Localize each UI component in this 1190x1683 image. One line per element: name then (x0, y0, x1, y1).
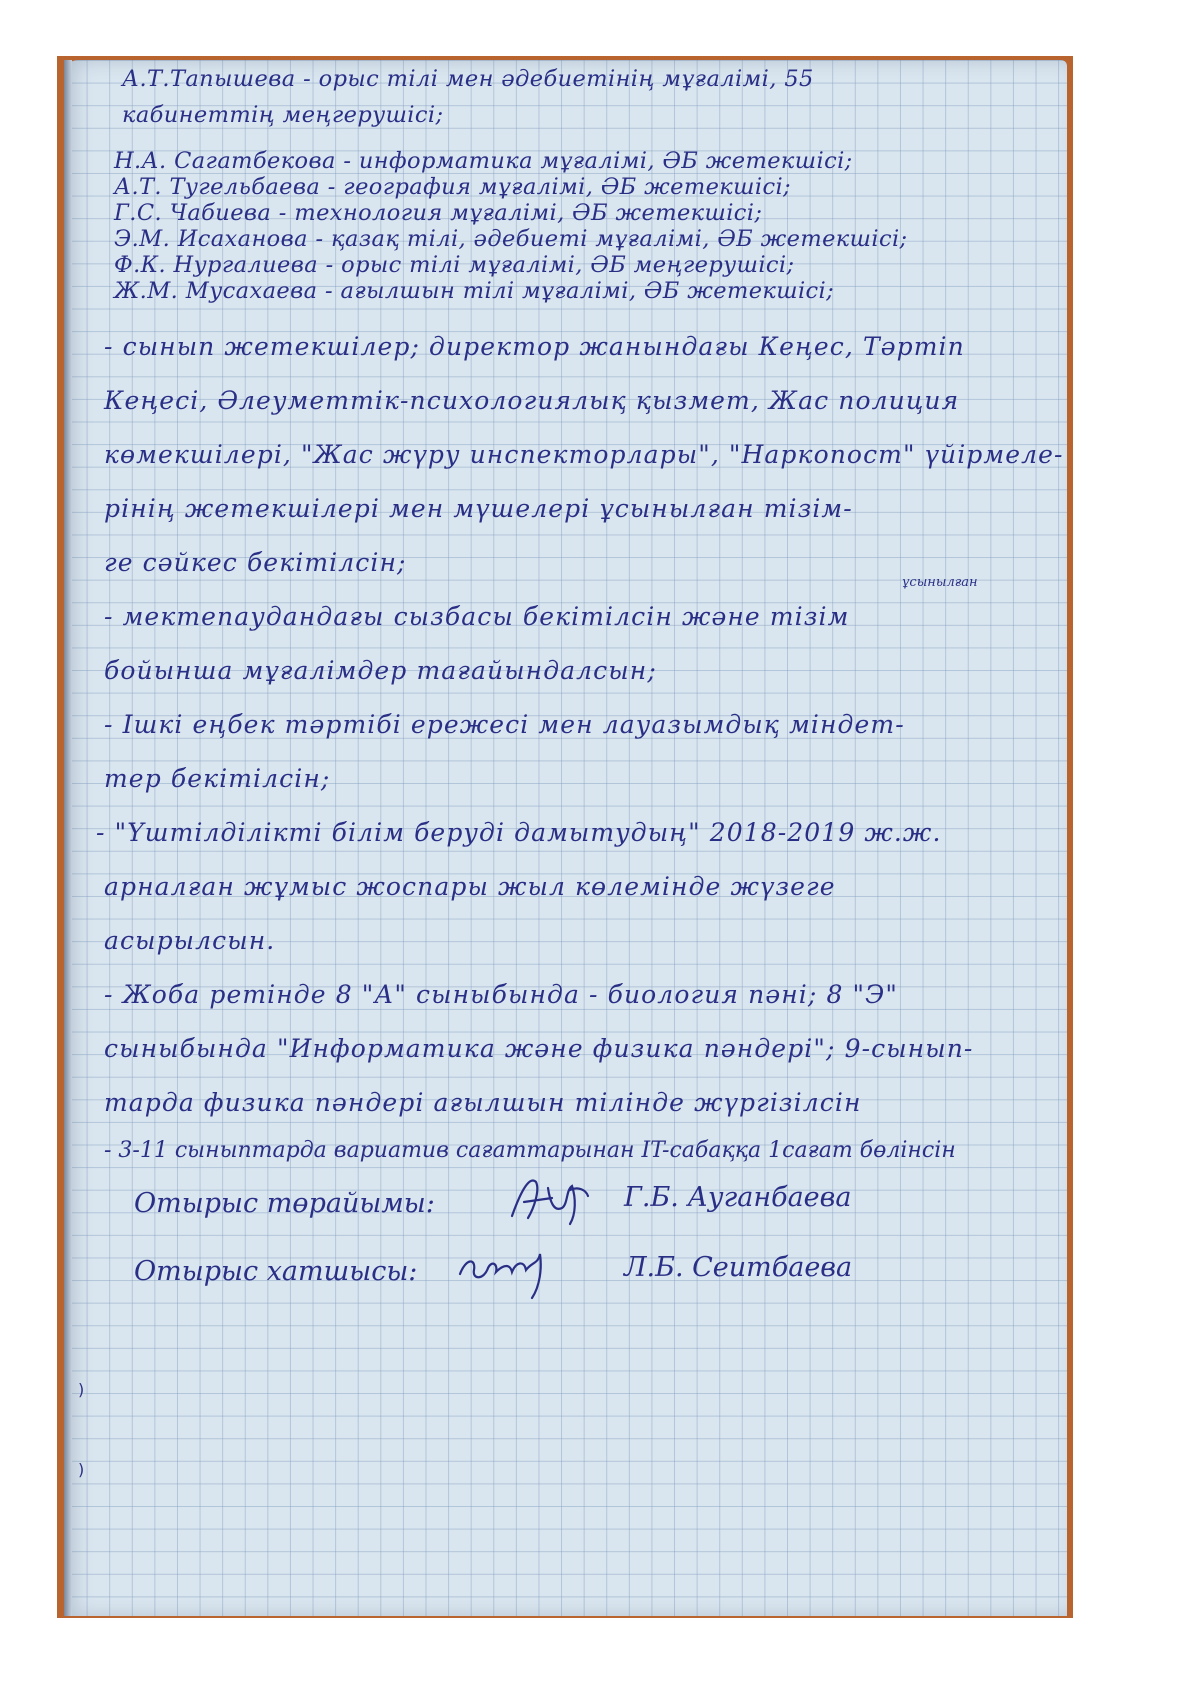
handwritten-line: сыныбында "Информатика және физика пәндері"; 9-сынып- (104, 1034, 974, 1063)
handwritten-line: А.Т.Тапышева - орыс тілі мен әдебиетінің мұғалімі, 55 (122, 66, 814, 92)
handwritten-line: бойынша мұғалімдер тағайындалсын; (104, 656, 657, 685)
chair-signature-label: Отырыс төрайымы: (134, 1188, 435, 1219)
handwritten-line: Э.М. Исаханова - қазақ тілі, әдебиеті мұғалімі, ӘБ жетекшісі; (114, 226, 908, 252)
margin-hole-mark: ) (78, 1460, 85, 1479)
secretary-name: Л.Б. Сеитбаева (624, 1252, 853, 1283)
handwritten-line: Н.А. Сагатбекова - информатика мұғалімі, ӘБ жетекшісі; (114, 148, 853, 174)
handwritten-line: тарда физика пәндері ағылшын тілінде жүргізілсін (104, 1088, 862, 1117)
grid-paper-page (64, 60, 1067, 1616)
handwritten-line: - сынып жетекшілер; директор жанындағы Кеңес, Тәртіп (104, 332, 965, 361)
handwritten-line: тер бекітілсін; (104, 764, 331, 793)
handwritten-line: кабинеттің меңгерушісі; (122, 102, 444, 128)
handwritten-line: А.Т. Тугельбаева - география мұғалімі, ӘБ жетекшісі; (114, 174, 792, 200)
page-binding-edge (64, 60, 72, 1616)
secretary-signature-mark (454, 1234, 564, 1304)
handwritten-line: Кеңесі, Әлеуметтік-психологиялық қызмет, Жас полиция (104, 386, 960, 415)
secretary-signature-label: Отырыс хатшысы: (134, 1256, 418, 1287)
chair-signature-mark (504, 1168, 594, 1228)
handwritten-line: - "Үштілділікті білім беруді дамытудың" 2018-2019 ж.ж. (96, 818, 942, 847)
handwritten-line: асырылсын. (104, 926, 276, 955)
handwritten-line: Ф.К. Нургалиева - орыс тілі мұғалімі, ӘБ меңгерушісі; (114, 252, 795, 278)
handwritten-line: - 3-11 сыныптарда вариатив сағаттарынан IT-сабаққа 1сағат бөлінсін (104, 1138, 956, 1163)
handwritten-line: - мектепаудандағы сызбасы бекітілсін және тізім (104, 602, 850, 631)
handwritten-line: көмекшілері, "Жас жүру инспекторлары", "Наркопост" үйірмеле- (104, 440, 1064, 469)
handwritten-line: рінің жетекшілері мен мүшелері ұсынылған тізім- (104, 494, 853, 523)
handwritten-line: - Жоба ретінде 8 "А" сыныбында - биология пәні; 8 "Э" (104, 980, 898, 1009)
chair-name: Г.Б. Ауганбаева (624, 1182, 852, 1213)
handwritten-line: ге сәйкес бекітілсін; (104, 548, 407, 577)
handwritten-line: Ж.М. Мусахаева - ағылшын тілі мұғалімі, ӘБ жетекшісі; (114, 278, 835, 304)
handwritten-line: арналған жұмыс жоспары жыл көлемінде жүзеге (104, 872, 836, 901)
handwritten-insertion-note: ұсынылған (902, 575, 978, 590)
notebook-photo (57, 56, 1073, 1618)
handwritten-line: - Ішкі еңбек тәртібі ережесі мен лауазымдық міндет- (104, 710, 905, 739)
margin-hole-mark: ) (78, 1380, 85, 1399)
handwritten-line: Г.С. Чабиева - технология мұғалімі, ӘБ жетекшісі; (114, 200, 763, 226)
